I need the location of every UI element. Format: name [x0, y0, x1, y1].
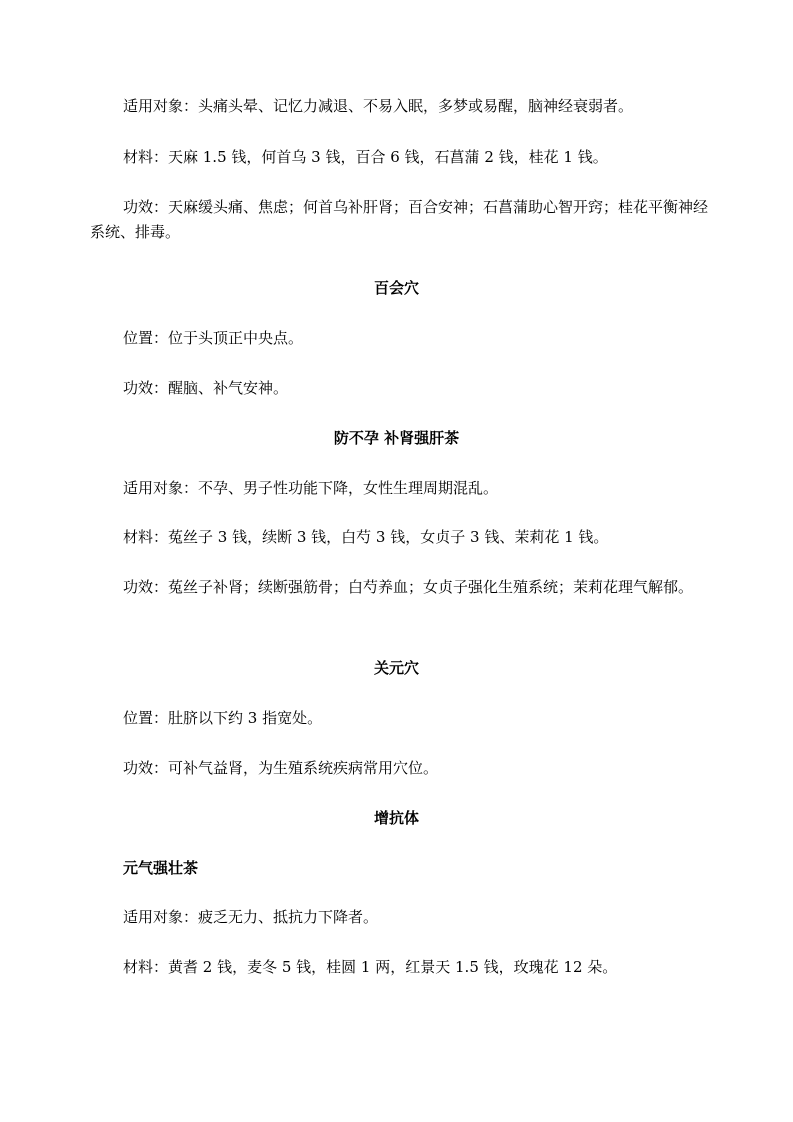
materials-paragraph: 材料：天麻 1.5 钱，何首乌 3 钱，百合 6 钱，石菖蒲 2 钱，桂花 1 钱。: [123, 148, 608, 166]
audience-paragraph: 适用对象：不孕、男子性功能下降，女性生理周期混乱。: [123, 479, 499, 497]
effect-paragraph: 功效：天麻缓头痛、焦虑；何首乌补肝肾；百合安神；石菖蒲助心智开窍；桂花平衡神经系统、排毒。: [90, 198, 709, 241]
effect-paragraph: 功效：醒脑、补气安神。: [123, 379, 289, 397]
position-paragraph: 位置：肚脐以下约 3 指宽处。: [123, 709, 323, 727]
section-heading-immunity: 增抗体: [373, 809, 419, 827]
section-heading-baihui: 百会穴: [373, 279, 419, 297]
audience-paragraph: 适用对象：头痛头晕、记忆力减退、不易入眠，多梦或易醒，脑神经衰弱者。: [123, 97, 634, 115]
effect-paragraph: 功效：可补气益肾，为生殖系统疾病常用穴位。: [123, 759, 439, 777]
audience-paragraph: 适用对象：疲乏无力、抵抗力下降者。: [123, 908, 379, 926]
position-paragraph: 位置：位于头顶正中央点。: [123, 329, 304, 347]
section-heading-guanyuan: 关元穴: [373, 659, 419, 677]
section-heading-infertility-tea: 防不孕 补肾强肝茶: [333, 429, 460, 447]
subheading-tea-title: 元气强壮茶: [123, 859, 199, 877]
effect-paragraph: 功效：菟丝子补肾；续断强筋骨；白芍养血；女贞子强化生殖系统；茉莉花理气解郁。: [123, 578, 694, 596]
materials-paragraph: 材料：黄耆 2 钱，麦冬 5 钱，桂圆 1 两，红景天 1.5 钱，玫瑰花 12 朵。: [123, 958, 618, 976]
materials-paragraph: 材料：菟丝子 3 钱，续断 3 钱，白芍 3 钱，女贞子 3 钱、茉莉花 1 钱。: [123, 528, 609, 546]
